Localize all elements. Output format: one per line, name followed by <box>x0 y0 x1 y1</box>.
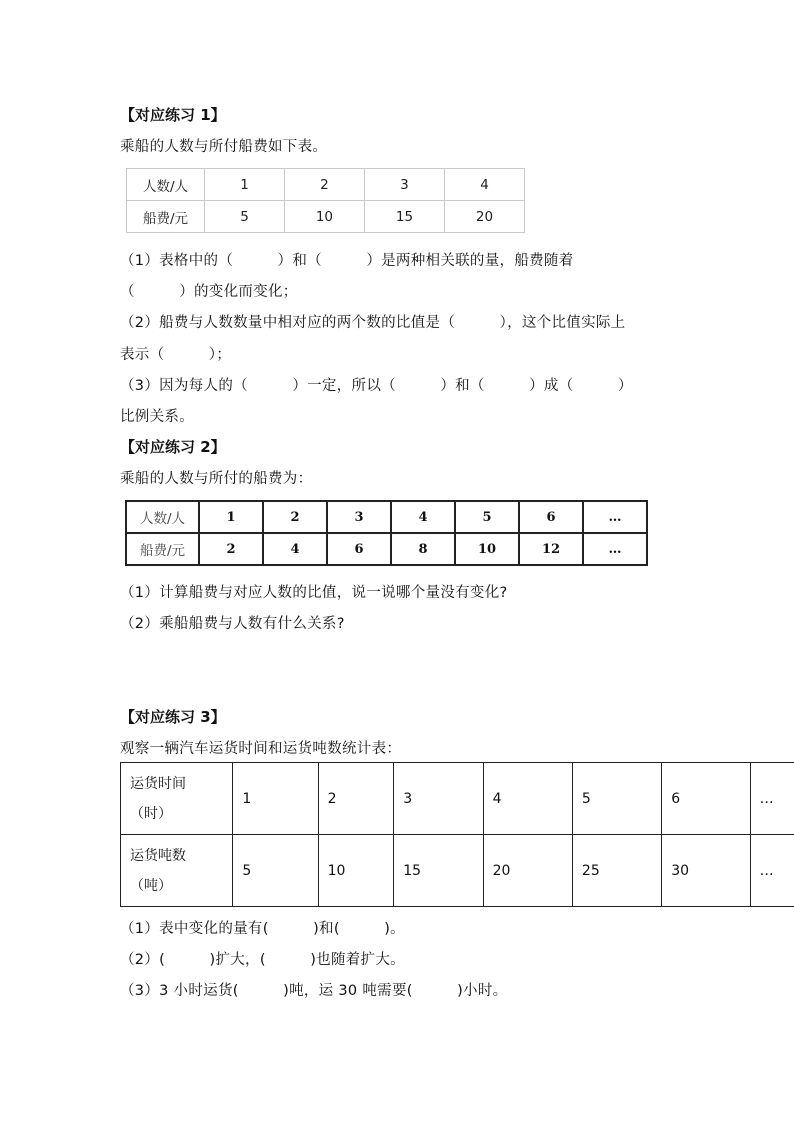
table-cell: 4 <box>444 169 524 201</box>
table-cell: 10 <box>318 835 394 907</box>
exercise-3-intro: 观察一辆汽车运货时间和运货吨数统计表： <box>120 741 402 757</box>
exercise-3-question-1: （1）表中变化的量有( )和( )。 <box>120 921 405 937</box>
table-cell: 12 <box>519 533 583 565</box>
table-cell: 6 <box>519 501 583 533</box>
exercise-2-table <box>125 500 648 566</box>
table-cell: 3 <box>394 763 483 835</box>
table-cell: 1 <box>233 763 318 835</box>
table-cell: 5 <box>205 201 285 233</box>
table-cell: 6 <box>327 533 391 565</box>
exercise-2-question-2: （2）乘船船费与人数有什么关系? <box>120 616 345 632</box>
table-cell: 5 <box>455 501 519 533</box>
row-label-people: 人数/人 <box>127 169 205 201</box>
row-label-time-unit: （时） <box>130 805 172 822</box>
table-cell: 30 <box>662 835 750 907</box>
exercise-3-table <box>120 762 794 907</box>
table-row <box>127 201 525 233</box>
table-cell: … <box>750 835 794 907</box>
exercise-1-question-1a: （1）表格中的（ ）和（ ）是两种相关联的量，船费随着 <box>120 253 574 269</box>
row-label-fare: 船费/元 <box>126 533 199 565</box>
table-cell: 5 <box>572 763 661 835</box>
exercise-1-question-1b: （ ）的变化而变化； <box>120 284 298 300</box>
table-row <box>121 835 794 907</box>
table-cell: 1 <box>205 169 285 201</box>
table-cell: 4 <box>391 501 455 533</box>
exercise-3-heading: 【对应练习 3】 <box>120 708 226 726</box>
row-label-time <box>121 763 233 835</box>
row-label-tons <box>121 835 233 907</box>
table-cell: 10 <box>455 533 519 565</box>
table-cell: 5 <box>233 835 318 907</box>
table-cell: 4 <box>483 763 572 835</box>
table-row <box>126 501 647 533</box>
table-cell: … <box>583 501 647 533</box>
table-cell: 3 <box>364 169 444 201</box>
row-label-fare: 船费/元 <box>127 201 205 233</box>
exercise-3-question-2: （2）( )扩大，( )也随着扩大。 <box>120 952 405 968</box>
table-row <box>126 533 647 565</box>
row-label-people: 人数/人 <box>126 501 199 533</box>
table-cell: 8 <box>391 533 455 565</box>
exercise-1-table <box>126 168 525 233</box>
table-cell: 2 <box>284 169 364 201</box>
table-cell: … <box>750 763 794 835</box>
table-cell: 6 <box>662 763 750 835</box>
exercise-1-intro: 乘船的人数与所付船费如下表。 <box>120 139 328 155</box>
table-cell: 15 <box>394 835 483 907</box>
exercise-2-question-1: （1）计算船费与对应人数的比值，说一说哪个量没有变化? <box>120 585 508 601</box>
exercise-2-intro: 乘船的人数与所付的船费为： <box>120 471 313 487</box>
exercise-3-question-3: （3）3 小时运货( )吨，运 30 吨需要( )小时。 <box>120 983 508 999</box>
table-cell: 20 <box>444 201 524 233</box>
table-cell: 15 <box>364 201 444 233</box>
table-cell: 20 <box>483 835 572 907</box>
table-cell: 10 <box>284 201 364 233</box>
table-cell: 4 <box>263 533 327 565</box>
exercise-1-question-2a: （2）船费与人数数量中相对应的两个数的比值是（ ），这个比值实际上 <box>120 315 626 331</box>
table-cell: … <box>583 533 647 565</box>
row-label-time-name: 运货时间 <box>130 775 186 792</box>
table-cell: 2 <box>199 533 263 565</box>
row-label-tons-unit: （吨） <box>130 877 172 894</box>
exercise-2-heading: 【对应练习 2】 <box>120 438 226 456</box>
table-row <box>121 763 794 835</box>
table-cell: 2 <box>318 763 394 835</box>
table-row <box>127 169 525 201</box>
table-cell: 2 <box>263 501 327 533</box>
table-cell: 25 <box>572 835 661 907</box>
row-label-tons-name: 运货吨数 <box>130 847 186 864</box>
exercise-1-question-3a: （3）因为每人的（ ）一定，所以（ ）和（ ）成（ ） <box>120 378 633 394</box>
exercise-1-heading: 【对应练习 1】 <box>120 106 226 124</box>
exercise-1-question-2b: 表示（ ）； <box>120 347 232 363</box>
table-cell: 1 <box>199 501 263 533</box>
exercise-1-question-3b: 比例关系。 <box>120 409 194 425</box>
table-cell: 3 <box>327 501 391 533</box>
